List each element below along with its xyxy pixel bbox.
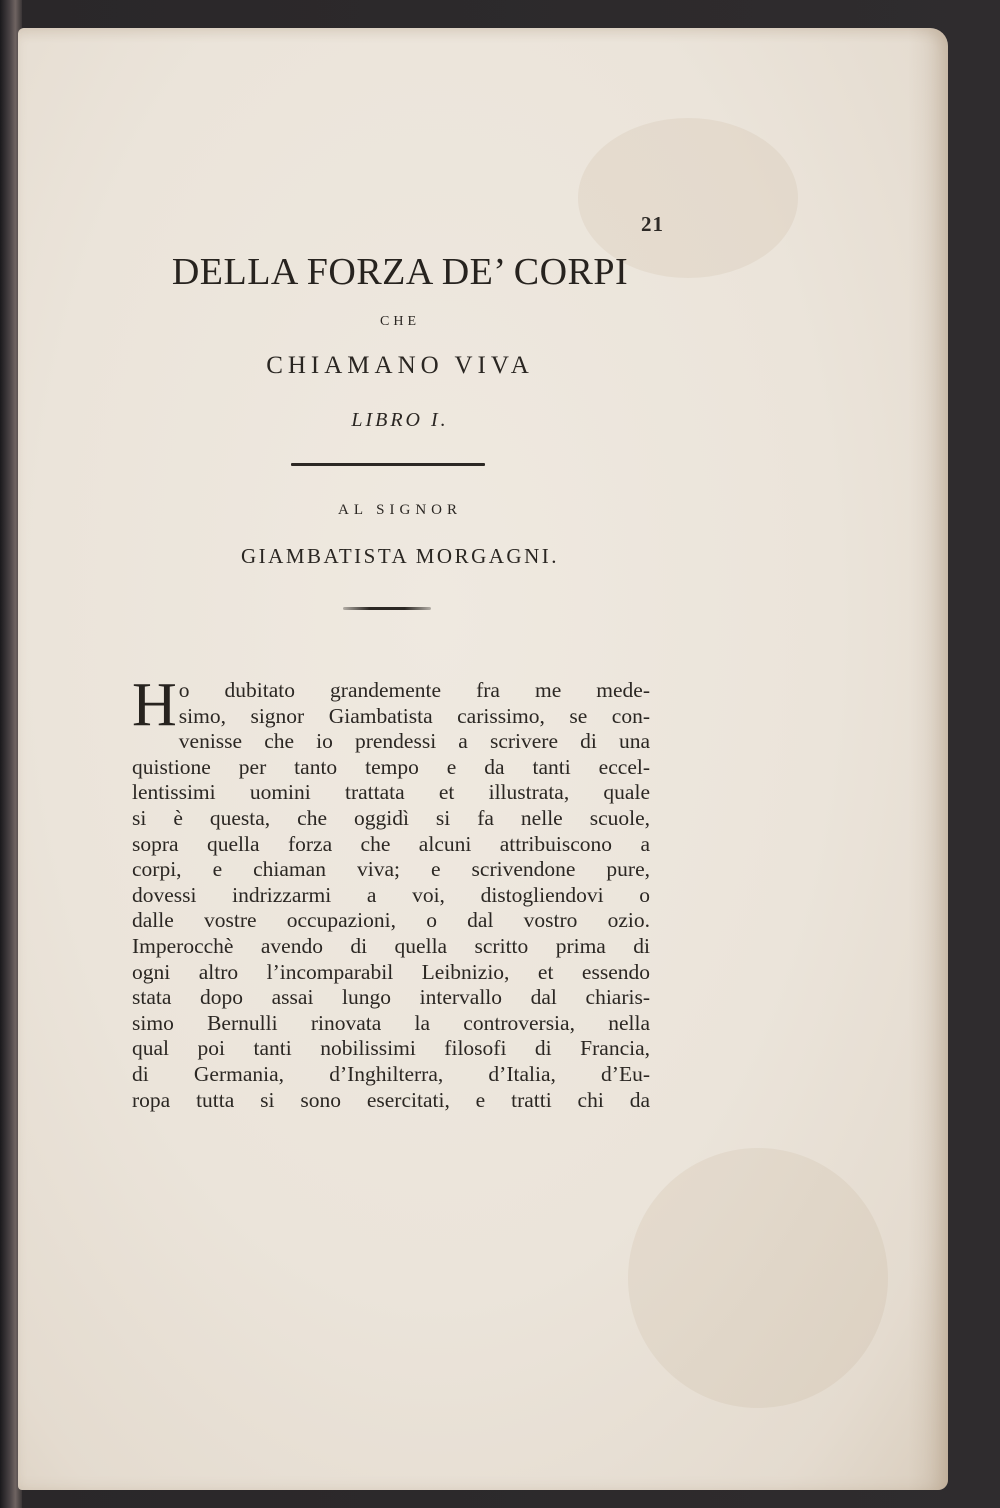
body-line: lentissimi uomini trattata et illustrata, quale (132, 780, 650, 805)
paper-stain (628, 1148, 888, 1408)
body-line: sopra quella forza che alcuni attribuiscono a (132, 831, 650, 856)
body-line: ogni altro l’incomparabil Leibnizio, et essendo (132, 959, 650, 984)
subtitle-main: CHIAMANO VIVA (266, 352, 534, 379)
dedication-prefix: AL SIGNOR (337, 502, 463, 518)
body-line: qual poi tanti nobilissimi filosofi di Francia, (132, 1036, 650, 1061)
page-edge-shadow (908, 28, 948, 1490)
body-line: simo, signor Giambatista carissimo, se con- (178, 703, 650, 728)
body-line: stata dopo assai lungo intervallo dal chiaris- (132, 985, 650, 1010)
body-line: corpi, e chiaman viva; e scrivendone pure, (132, 857, 650, 882)
body-line: ropa tutta si sono esercitati, e tratti chi da (132, 1087, 650, 1112)
drop-cap: H (132, 671, 177, 739)
body-line: Imperocchè avendo di quella scritto prima di (132, 933, 650, 958)
page-number: 21 (641, 212, 664, 236)
body-text (132, 671, 650, 1113)
body-line: si è questa, che oggidì si fa nelle scuole, (132, 805, 650, 830)
body-line: simo Bernulli rinovata la controversia, nella (132, 1010, 650, 1035)
body-line: quistione per tanto tempo e da tanti eccel- (132, 754, 650, 779)
body-line: o dubitato grandemente fra me mede- (178, 678, 650, 702)
body-line: venisse che io prendessi a scrivere di una (178, 729, 650, 754)
subtitle-small: CHE (380, 314, 420, 329)
page-title: DELLA FORZA DE’ CORPI (171, 251, 629, 293)
book-label: LIBRO I. (351, 409, 449, 431)
body-line: dalle vostre occupazioni, o dal vostro ozio. (132, 908, 650, 933)
section-rule (291, 463, 485, 466)
body-line: di Germania, d’Inghilterra, d’Italia, d’Eu- (132, 1061, 650, 1086)
ornament-rule (343, 607, 431, 610)
dedication-name: GIAMBATISTA MORGAGNI. (241, 544, 559, 568)
body-line: dovessi indrizzarmi a voi, distogliendovi o (132, 882, 650, 907)
